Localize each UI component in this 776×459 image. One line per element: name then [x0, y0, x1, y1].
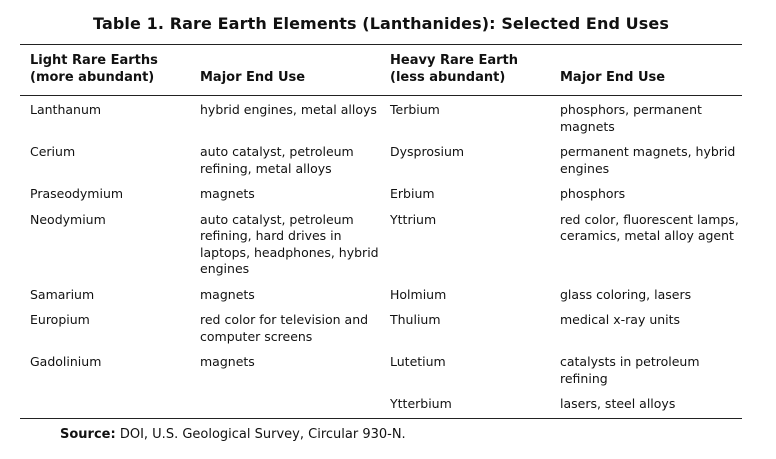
table-row: [20, 392, 742, 418]
table-row: [20, 350, 742, 392]
heavy-element: Lutetium: [390, 354, 446, 369]
light-element: Samarium: [30, 286, 95, 302]
heavy-use: red color, fluorescent lamps, ceramics, metal alloy agent: [560, 211, 739, 243]
heavy-use: phosphors: [560, 186, 626, 201]
light-element: Gadolinium: [30, 354, 102, 369]
heavy-element: Thulium: [390, 312, 441, 327]
heavy-element: Holmium: [390, 286, 447, 302]
table-row: [20, 140, 742, 182]
table-row: [20, 182, 742, 208]
light-element: Neodymium: [30, 211, 106, 227]
light-use: magnets: [200, 354, 255, 369]
header-major-end-use-light: Major End Use: [200, 69, 306, 85]
heavy-use: lasers, steel alloys: [560, 396, 676, 411]
light-element: Cerium: [30, 144, 76, 159]
table-header: [20, 45, 742, 96]
light-use: auto catalyst, petroleum refining, metal alloys: [200, 144, 354, 176]
table-container: [20, 14, 742, 442]
source-label: Source:: [60, 426, 116, 442]
table-title: Table 1. Rare Earth Elements (Lanthanides): Selected End Uses: [93, 14, 669, 33]
heavy-use: medical x-ray units: [560, 312, 681, 327]
heavy-use: glass coloring, lasers: [560, 286, 692, 302]
light-use: magnets: [200, 286, 255, 302]
light-use: magnets: [200, 186, 255, 201]
table-row: [20, 308, 742, 350]
heavy-element: Yttrium: [390, 211, 437, 227]
header-major-end-use-heavy: Major End Use: [560, 69, 666, 85]
table-body: [20, 96, 742, 419]
light-element: [20, 392, 190, 418]
heavy-element: Terbium: [390, 102, 440, 117]
heavy-use: permanent magnets, hybrid engines: [560, 144, 736, 176]
heavy-element: Ytterbium: [390, 396, 452, 411]
table-row: [20, 283, 742, 309]
rare-earth-table: [20, 44, 742, 419]
light-element: Praseodymium: [30, 186, 124, 201]
light-use: red color for television and computer screens: [200, 312, 369, 344]
heavy-element: Dysprosium: [390, 144, 465, 159]
light-use: [190, 392, 380, 418]
light-element: Europium: [30, 312, 90, 327]
light-use: auto catalyst, petroleum refining, hard drives in laptops, headphones, hybrid engines: [200, 211, 379, 276]
table-row: [20, 96, 742, 141]
source-note: [20, 427, 742, 442]
source-text: DOI, U.S. Geological Survey, Circular 930-N.: [119, 426, 406, 442]
heavy-element: Erbium: [390, 186, 435, 201]
header-heavy-rare-earth: Heavy Rare Earth (less abundant): [390, 53, 519, 85]
light-element: Lanthanum: [30, 102, 102, 117]
light-use: hybrid engines, metal alloys: [200, 102, 377, 117]
heavy-use: catalysts in petroleum refining: [560, 354, 700, 386]
header-light-rare-earths: Light Rare Earths (more abundant): [30, 53, 158, 85]
table-row: [20, 208, 742, 283]
heavy-use: phosphors, permanent magnets: [560, 102, 702, 134]
